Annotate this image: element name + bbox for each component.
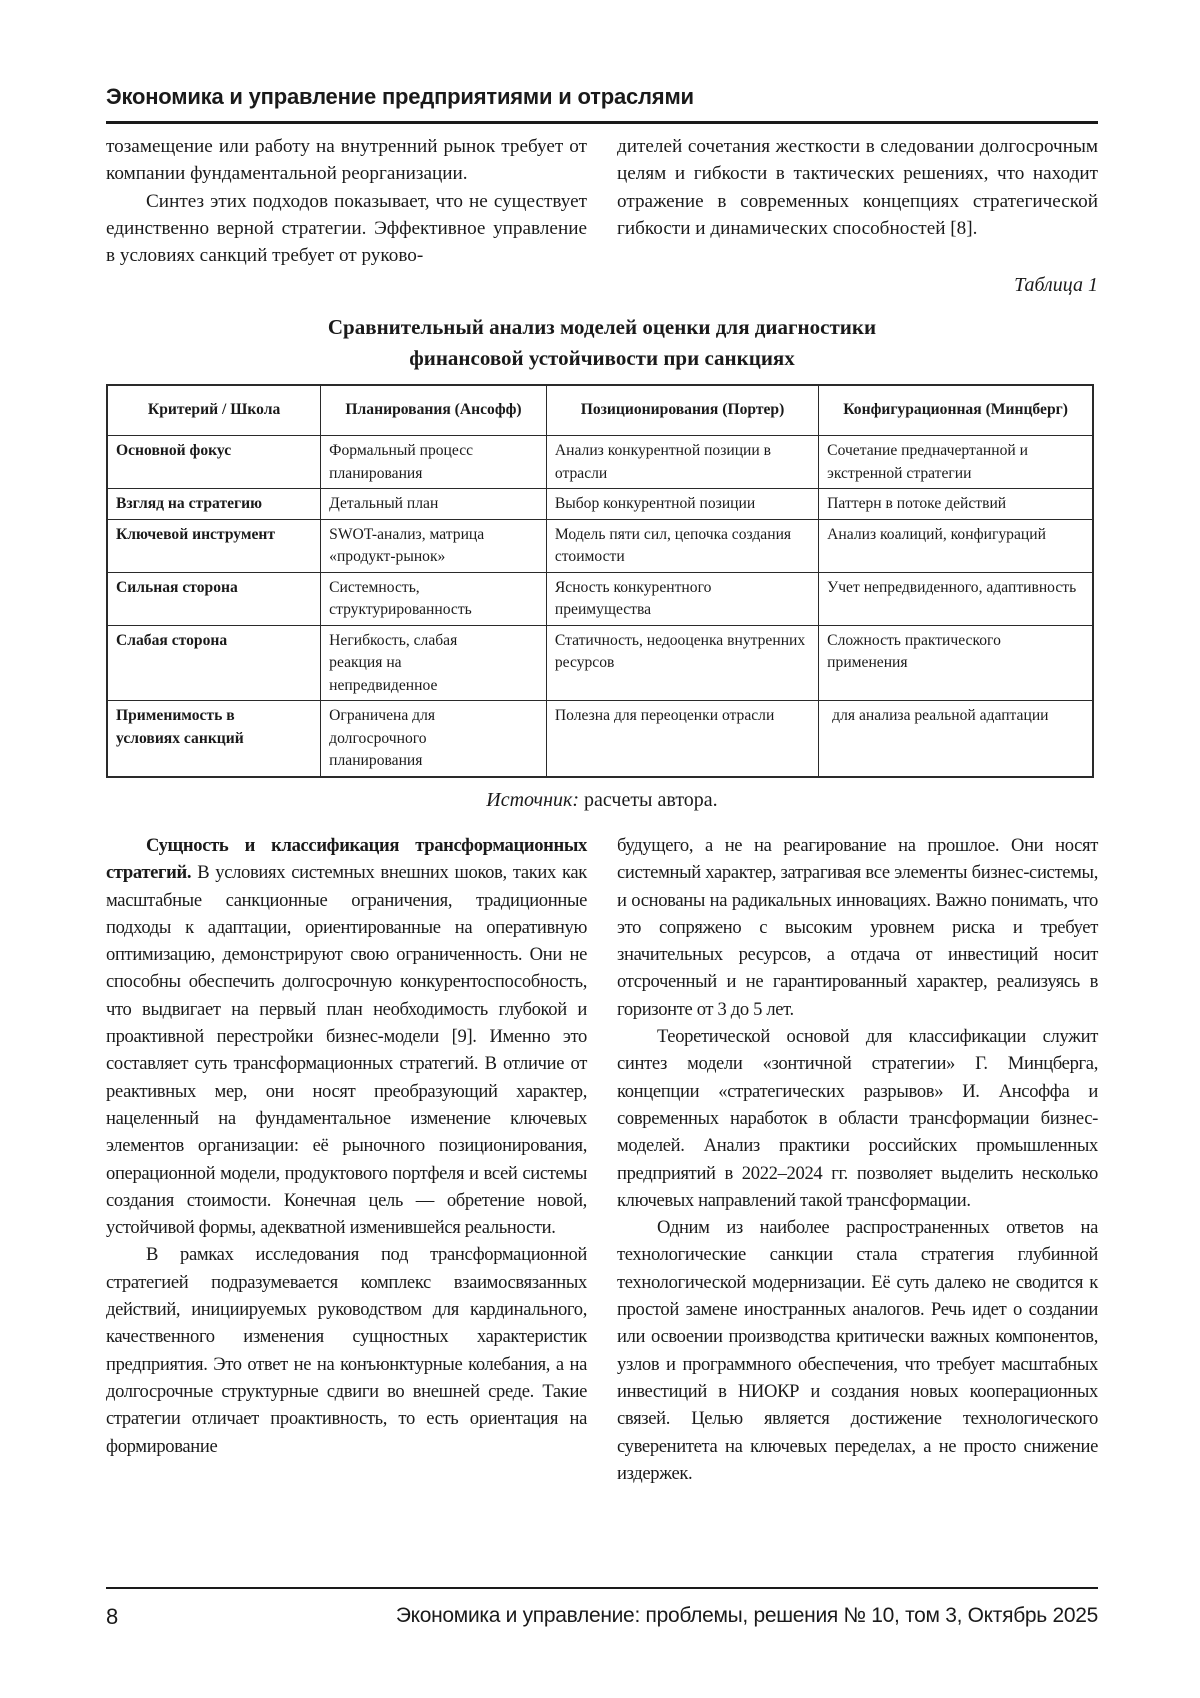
table-row xyxy=(107,701,1093,777)
table-cell-criterion: Взгляд на стратегию xyxy=(107,489,321,520)
bottom-left-column xyxy=(106,832,587,1460)
column-header-porter: Позиционирования (Портер) xyxy=(546,385,818,436)
table-cell: Модель пяти сил, цепочка создания стоимости xyxy=(546,519,818,572)
running-header-title: Экономика и управление предприятиями и отраслями xyxy=(106,84,694,109)
journal-citation: Экономика и управление: проблемы, решения № 10, том 3, Октябрь 2025 xyxy=(395,1604,1098,1627)
table-cell: SWOT-анализ, матрица «продукт-рынок» xyxy=(321,519,547,572)
column-header-ansoff: Планирования (Ансофф) xyxy=(321,385,547,436)
table-label: Таблица 1 xyxy=(1014,274,1098,296)
table-cell-criterion: Сильная сторона xyxy=(107,572,321,625)
table-cell-criterion: Основной фокус xyxy=(107,436,321,489)
table-cell-criterion: Слабая сторона xyxy=(107,625,321,701)
section-heading: Сущность и классификация трансформационных стратегий. xyxy=(106,835,587,884)
table-cell: Сложность практического применения xyxy=(819,625,1093,701)
table-cell-criterion: Применимость в условиях санкций xyxy=(107,701,321,777)
paragraph: Синтез этих подходов показывает, что не существует единственно верной стратегии. Эффективное управление в условиях санкций требует от руково- xyxy=(106,190,587,267)
paragraph: будущего, а не на реагирование на прошлое. Они носят системный характер, затрагивая все элементы бизнес-системы, и основаны на радикальных инновациях. Важно понимать, что это сопряжено с высоким уровнем риска и требует значительных ресурсов, а отдача от инвестиций носит отсроченный и не гарантированный характер, реализуясь в горизонте от 3 до 5 лет. xyxy=(617,835,1098,1020)
paragraph: В рамках исследования под трансформационной стратегией подразумевается комплекс взаимосвязанных действий, инициируемых руководством для кардинального, качественного изменения сущностных характеристик предприятия. Это ответ не на конъюнктурные колебания, а на долгосрочные структурные сдвиги во внешней среде. Такие стратегии отличает проактивность, то есть ориентация на формирование xyxy=(106,1244,587,1457)
table-cell: Статичность, недооценка внутренних ресурсов xyxy=(546,625,818,701)
paragraph xyxy=(106,832,587,1241)
top-right-column xyxy=(617,133,1098,242)
top-left-column xyxy=(106,133,587,269)
table-cell-criterion: Ключевой инструмент xyxy=(107,519,321,572)
table-row xyxy=(107,436,1093,489)
table-row xyxy=(107,489,1093,520)
paragraph: Одним из наиболее распространенных ответов на технологические санкции стала стратегия глубинной технологической модернизации. Её суть далеко не сводится к простой замене иностранных аналогов. Речь идет о создании или освоении производства критически важных компонентов, узлов и программного обеспечения, что требует масштабных инвестиций в НИОКР и создания новых кооперационных связей. Целью является достижение технологического суверенитета на ключевых переделах, а не просто снижение издержек. xyxy=(617,1217,1098,1484)
paragraph: дителей сочетания жесткости в следовании долгосрочным целям и гибкости в тактических решениях, что находит отражение в современных концепциях стратегической гибкости и динамических способностей [8]. xyxy=(617,136,1098,239)
page-number: 8 xyxy=(106,1604,119,1629)
table-cell: Ясность конкурентного преимущества xyxy=(546,572,818,625)
table-cell: Системность, структурированность xyxy=(321,572,547,625)
table-title-line: финансовой устойчивости при санкциях xyxy=(409,346,795,370)
table-cell: Анализ коалиций, конфигураций xyxy=(819,519,1093,572)
table-row xyxy=(107,625,1093,701)
table-cell: Паттерн в потоке действий xyxy=(819,489,1093,520)
table-cell: Негибкость, слабая реакция на непредвиденное xyxy=(321,625,547,701)
column-header-mintzberg: Конфигурационная (Минцберг) xyxy=(819,385,1093,436)
table-cell: для анализа реальной адаптации xyxy=(819,701,1093,777)
table-title-line: Сравнительный анализ моделей оценки для диагностики xyxy=(327,315,877,339)
footer-rule xyxy=(106,1587,1098,1589)
column-header-criterion: Критерий / Школа xyxy=(107,385,321,436)
source-text: расчеты автора. xyxy=(579,789,718,811)
table-cell: Сочетание предначертанной и экстренной стратегии xyxy=(819,436,1093,489)
table-cell: Полезна для переоценки отрасли xyxy=(546,701,818,777)
table-cell: Ограничена для долгосрочного планирования xyxy=(321,701,547,777)
table-row xyxy=(107,572,1093,625)
table-source-note xyxy=(106,789,1098,812)
paragraph: Теоретической основой для классификации служит синтез модели «зонтичной стратегии» Г. Минцберга, концепции «стратегических разрывов» И. Ансоффа и современных наработок в области трансформации бизнес-моделей. Анализ практики российских промышленных предприятий в 2022–2024 гг. позволяет выделить несколько ключевых направлений такой трансформации. xyxy=(617,1026,1098,1211)
table-cell: Учет непредвиденного, адаптивность xyxy=(819,572,1093,625)
comparison-table xyxy=(106,384,1094,778)
table-row xyxy=(107,519,1093,572)
paragraph-text: В условиях системных внешних шоков, таких как масштабные санкционные ограничения, традиционные подходы к адаптации, ориентированные на оперативную оптимизацию, демонстрируют свою ограниченность. Они не способны обеспечить долгосрочную конкурентоспособность, что выдвигает на первый план необходимость глубокой и проактивной перестройки бизнес-модели [9]. Именно это составляет суть трансформационных стратегий. В отличие от реактивных мер, они носят преобразующий характер, нацеленный на фундаментальное изменение ключевых элементов организации: её рыночного позиционирования, операционной модели, продуктового портфеля и всей системы создания стоимости. Конечная цель — обретение новой, устойчивой формы, адекватной изменившейся реальности. xyxy=(106,862,587,1239)
table-title xyxy=(106,312,1098,374)
table-cell: Выбор конкурентной позиции xyxy=(546,489,818,520)
source-label: Источник: xyxy=(486,789,580,811)
table-header-row xyxy=(107,385,1093,436)
bottom-right-column xyxy=(617,832,1098,1487)
header-rule xyxy=(106,121,1098,124)
table-cell: Анализ конкурентной позиции в отрасли xyxy=(546,436,818,489)
table-cell: Детальный план xyxy=(321,489,547,520)
paragraph: тозамещение или работу на внутренний рынок требует от компании фундаментальной реорганизации. xyxy=(106,136,587,185)
table-cell: Формальный процесс планирования xyxy=(321,436,547,489)
